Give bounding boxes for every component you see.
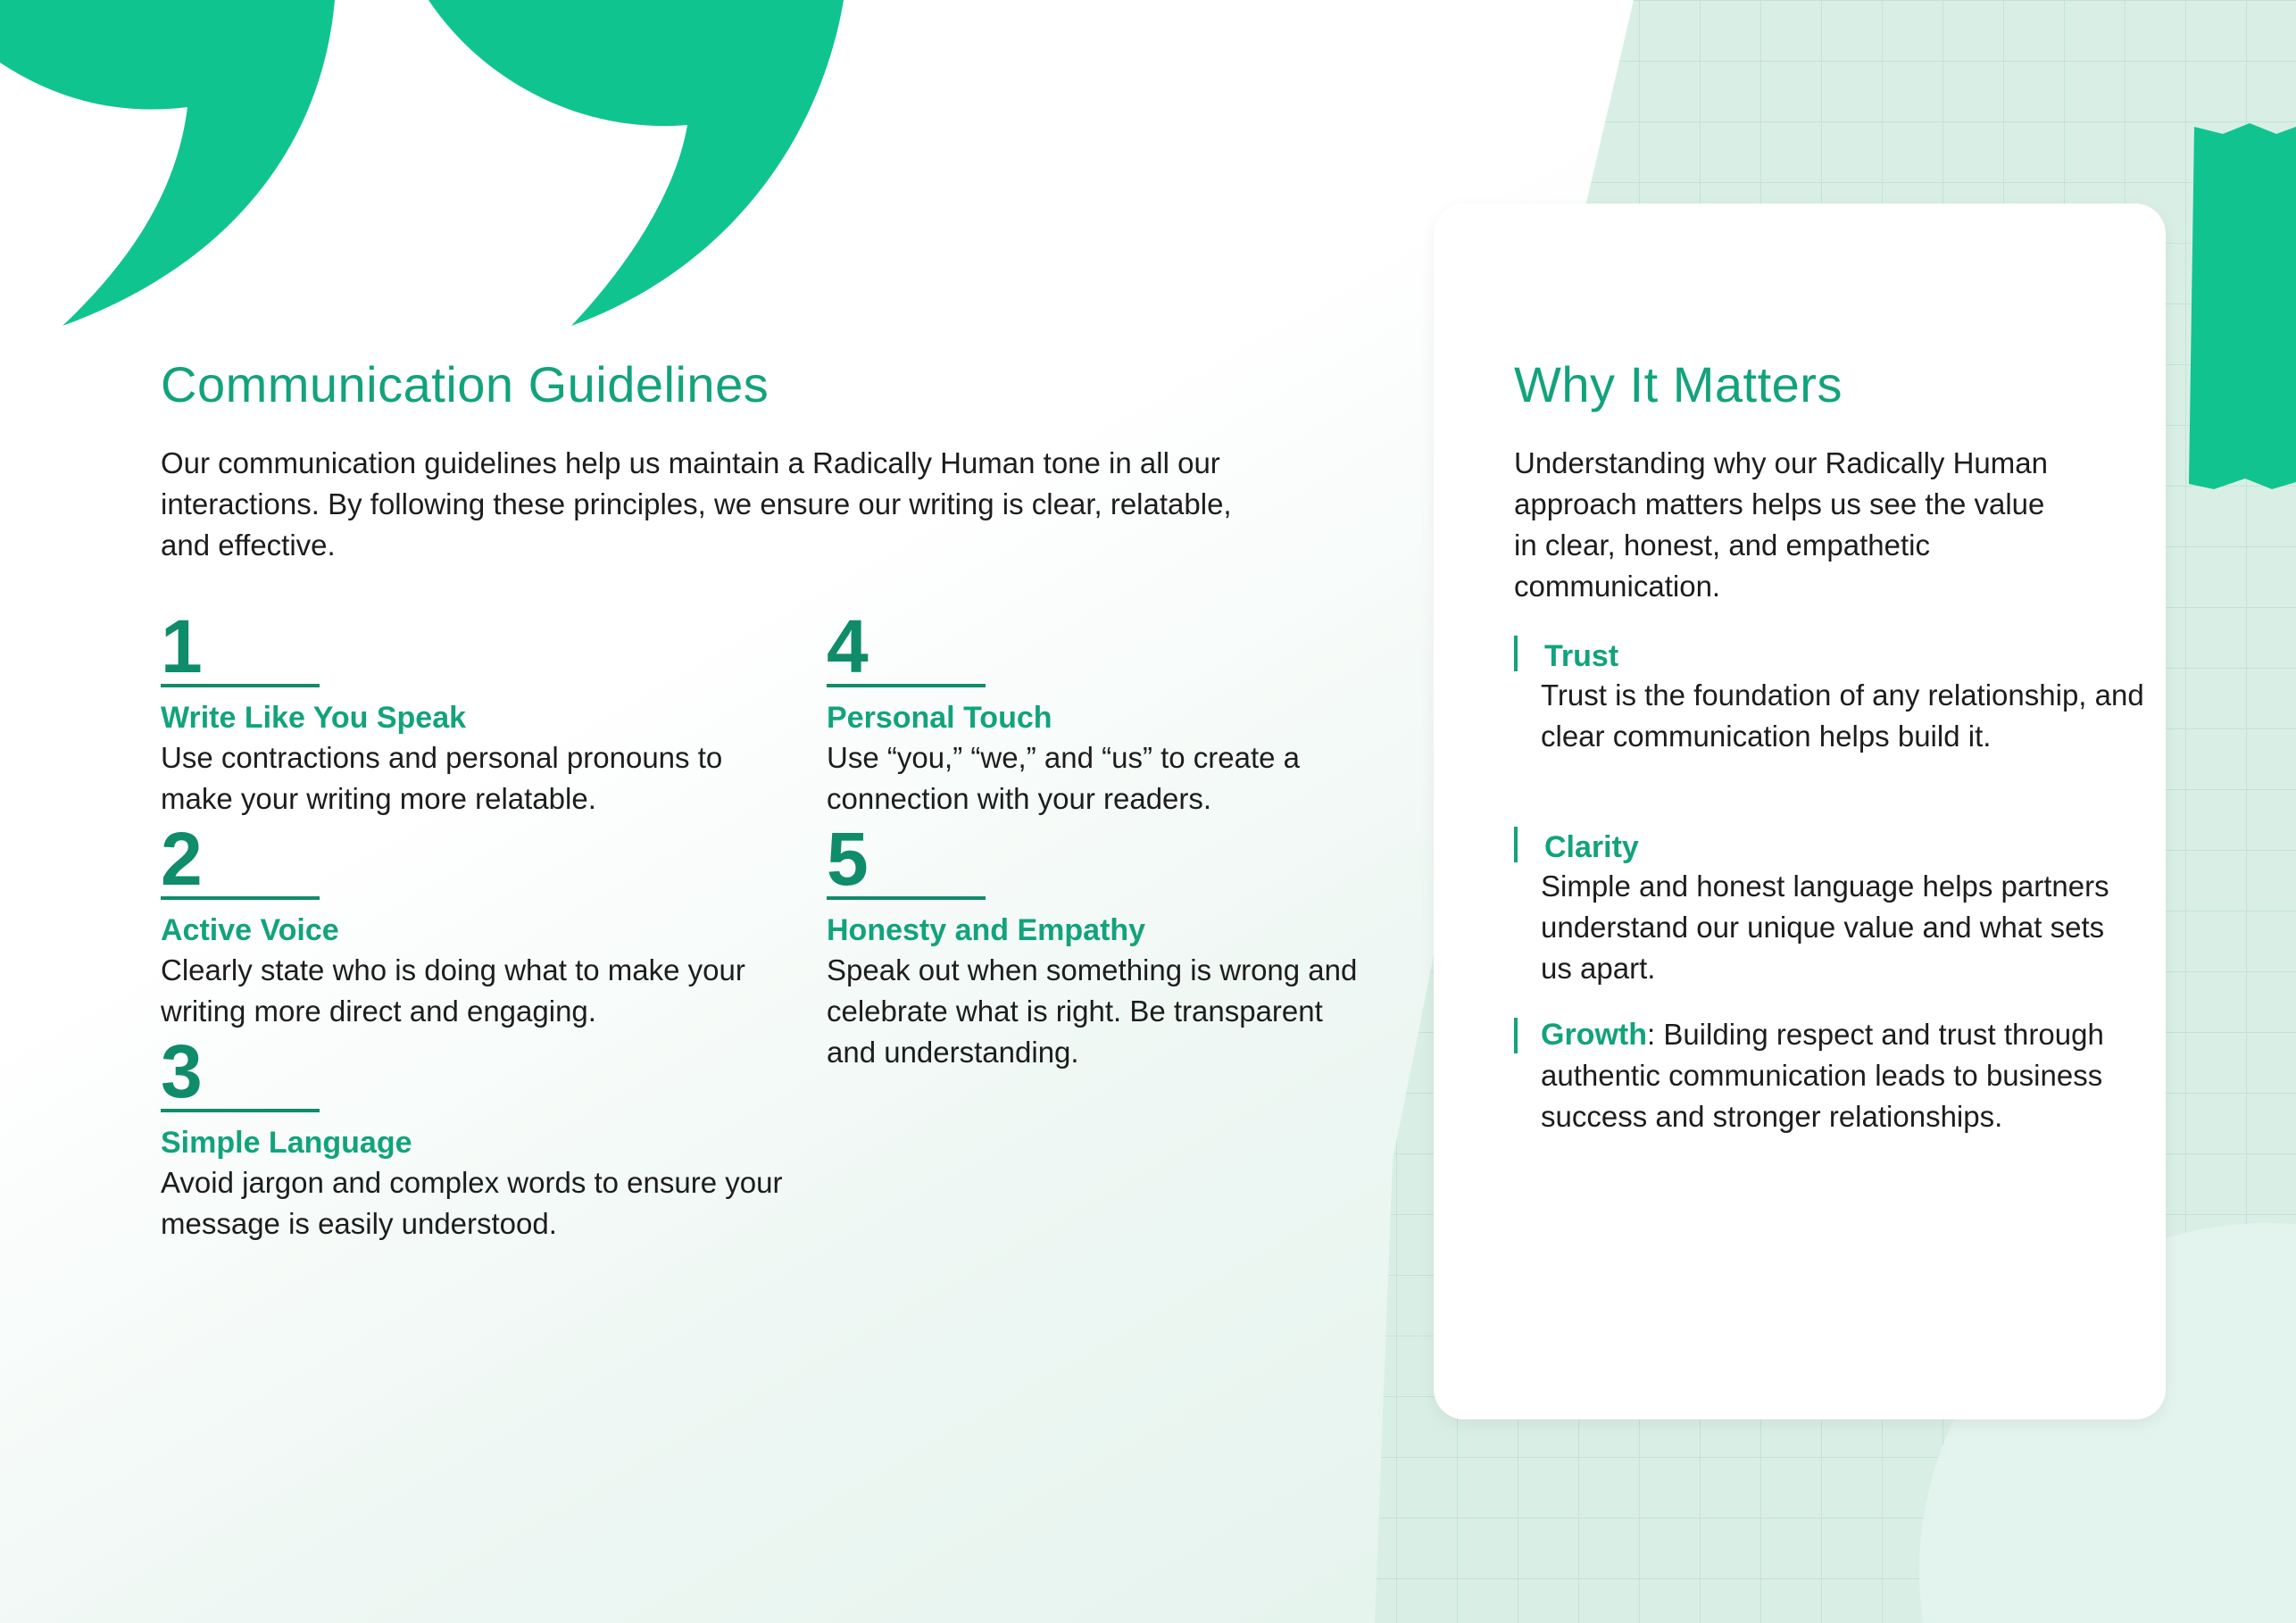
guideline-body: Clearly state who is doing what to make your writing more direct and engaging. [161, 953, 745, 1028]
guideline-body: Speak out when something is wrong and celebrate what is right. Be transparent and understanding. [827, 953, 1358, 1069]
guideline-heading: Simple Language [161, 1126, 412, 1160]
reason-heading: Clarity [1544, 830, 1639, 864]
reason-heading: Trust [1544, 639, 1619, 673]
reason-trust [1514, 636, 2151, 671]
guideline-body: Use contractions and personal pronouns to make your writing more relatable. [161, 741, 723, 815]
guideline-heading: Write Like You Speak [161, 701, 467, 735]
why-title: Why It Matters [1514, 356, 1843, 412]
guideline-number: 1 [161, 611, 320, 687]
guideline-heading: Honesty and Empathy [827, 913, 1146, 947]
reason-body: Simple and honest language helps partners understand our unique value and what sets us apart. [1541, 870, 2109, 985]
guideline-number: 3 [161, 1036, 320, 1112]
guideline-item-5 [827, 817, 1469, 1073]
reason-clarity [1514, 827, 2151, 862]
guidelines-title: Communication Guidelines [161, 356, 769, 412]
reason-growth-text [1541, 1014, 2112, 1137]
guideline-number: 5 [827, 823, 986, 900]
guideline-heading: Active Voice [161, 913, 339, 947]
guideline-number: 4 [827, 611, 986, 687]
quote-mark-icon [0, 0, 844, 326]
guidelines-intro: Our communication guidelines help us maintain a Radically Human tone in all our interactions. By following these principles, we ensure our writing is clear, relatable, and effective. [161, 446, 1232, 562]
guideline-item-4 [827, 604, 1469, 820]
guideline-item-3 [161, 1029, 803, 1244]
reason-body: Trust is the foundation of any relationship, and clear communication helps build it. [1541, 678, 2144, 753]
guideline-number: 2 [161, 823, 320, 900]
guideline-item-1 [161, 604, 803, 820]
reason-heading: Growth [1541, 1018, 1647, 1052]
guideline-body: Avoid jargon and complex words to ensure your message is easily understood. [161, 1166, 783, 1240]
guideline-body: Use “you,” “we,” and “us” to create a connection with your readers. [827, 741, 1301, 815]
why-intro: Understanding why our Radically Human approach matters helps us see the value in clear, honest, and empathetic communication. [1514, 446, 2048, 603]
reason-body: : Building respect and trust through authentic communication leads to business success and stronger relationships. [1541, 1018, 2104, 1133]
guideline-heading: Personal Touch [827, 701, 1052, 735]
green-tape [2189, 123, 2296, 489]
guideline-item-2 [161, 817, 803, 1032]
